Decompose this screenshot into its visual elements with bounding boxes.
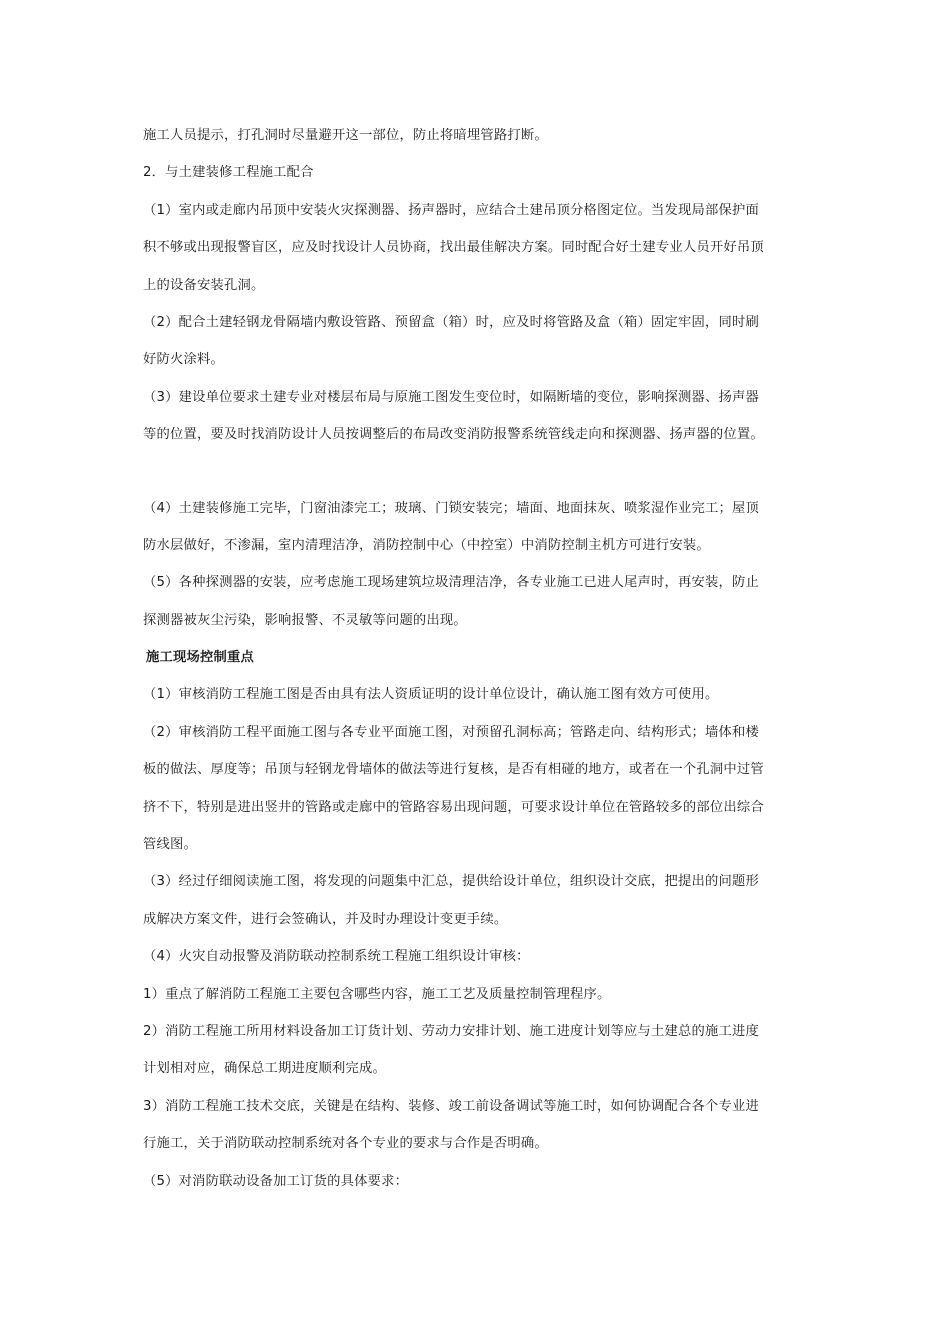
text-line: （2）审核消防工程平面施工图与各专业平面施工图，对预留孔洞标高；管路走向、结构形式；墙体和楼: [143, 724, 760, 740]
text-line: （3）建设单位要求土建专业对楼层布局与原施工图发生变位时，如隔断墙的变位，影响探测器、扬声器: [143, 389, 760, 405]
text-line: 行施工，关于消防联动控制系统对各个专业的要求与合作是否明确。: [143, 1136, 548, 1152]
text-line: 施工人员提示，打孔洞时尽量避开这一部位，防止将暗埋管路打断。: [143, 128, 548, 143]
section-heading: 2．与土建装修工程施工配合: [143, 165, 314, 181]
text-line: （2）配合土建轻钢龙骨隔墙内敷设管路、预留盒（箱）时，应及时将管路及盒（箱）固定牢固，同时刷: [143, 314, 760, 330]
text-line: 2）消防工程施工所用材料设备加工订货计划、劳动力安排计划、施工进度计划等应与土建总的施工进度: [143, 1023, 760, 1039]
text-line: （1）审核消防工程施工图是否由具有法人资质证明的设计单位设计，确认施工图有效方可使用。: [143, 687, 719, 703]
text-line: 计划相对应，确保总工期进度顺利完成。: [143, 1061, 386, 1077]
text-line: （5）对消防联动设备加工订货的具体要求：: [143, 1173, 409, 1189]
text-line: 上的设备安装孔洞。: [143, 277, 265, 293]
text-line: 3）消防工程施工技术交底，关键是在结构、装修、竣工前设备调试等施工时，如何协调配合各个专业进: [143, 1098, 760, 1114]
text-line: 好防火涂料。: [143, 352, 224, 368]
blank-spacer: [143, 460, 809, 496]
bold-heading: 施工现场控制重点: [146, 650, 254, 666]
text-line: 管线图。: [143, 837, 197, 853]
text-line: （5）各种探测器的安装，应考虑施工现场建筑垃圾清理洁净，各专业施工已进人尾声时，再安装，防止: [143, 575, 760, 591]
text-line: 积不够或出现报警盲区，应及时找设计人员协商，找出最佳解决方案。同时配合好土建专业人员开好吊顶: [143, 240, 764, 256]
text-line: （1）室内或走廊内吊顶中安装火灾探测器、扬声器时，应结合土建吊顶分格图定位。当发现局部保护面: [143, 202, 760, 218]
text-line: 1）重点了解消防工程施工主要包含哪些内容，施工工艺及质量控制管理程序。: [143, 986, 611, 1002]
text-line: （4）土建装修施工完毕，门窗油漆完工；玻璃、门锁安装完；墙面、地面抹灰、喷浆湿作业完工；屋顶: [143, 500, 760, 516]
text-line: （4）火灾自动报警及消防联动控制系统工程施工组织设计审核：: [143, 949, 530, 965]
document-body: [143, 123, 809, 1206]
text-line: 防水层做好，不渗漏，室内清理洁净，消防控制中心（中控室）中消防控制主机方可进行安装。: [143, 537, 710, 553]
text-line: 挤不下，特别是进出竖井的管路或走廊中的管路容易出现问题，可要求设计单位在管路较多的部位出综合: [143, 799, 764, 815]
text-line: 板的做法、厚度等；吊顶与轻钢龙骨墙体的做法等进行复核，是否有相碰的地方，或者在一个孔洞中过管: [143, 762, 764, 778]
text-line: 探测器被灰尘污染，影响报警、不灵敏等问题的出现。: [143, 612, 467, 628]
text-line: 等的位置，要及时找消防设计人员按调整后的布局改变消防报警系统管线走向和探测器、扬声器的位置。: [143, 427, 764, 443]
text-line: 成解决方案文件，进行会签确认，并及时办理设计变更手续。: [143, 911, 508, 927]
text-line: （3）经过仔细阅读施工图，将发现的问题集中汇总，提供给设计单位，组织设计交底，把提出的问题形: [143, 874, 760, 890]
